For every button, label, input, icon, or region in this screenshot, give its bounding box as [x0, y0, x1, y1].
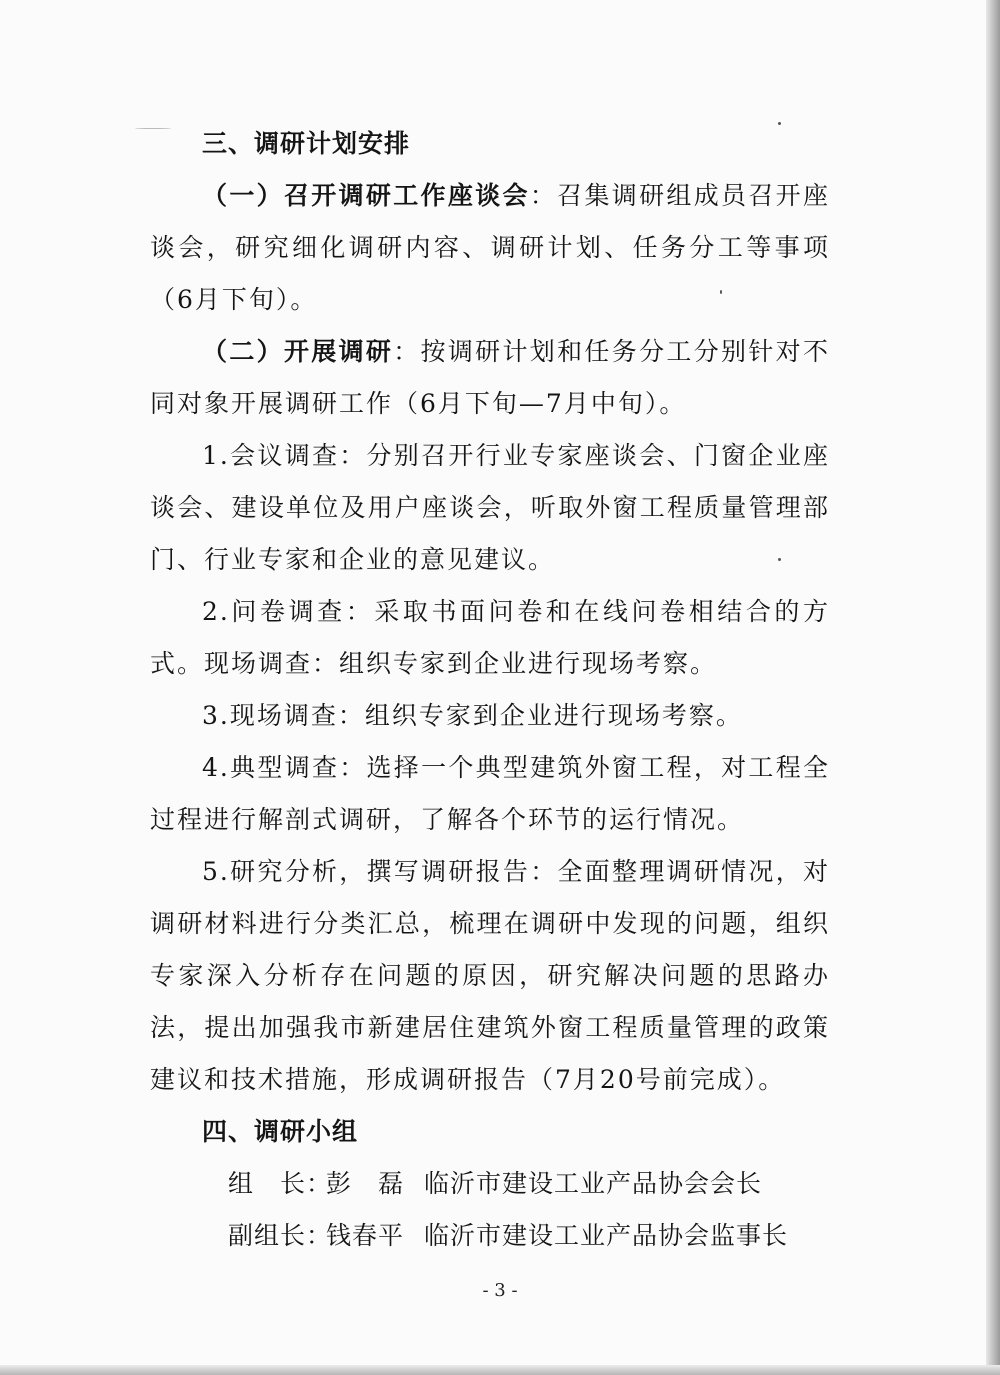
item-1-label: （一）召开调研工作座谈会: [202, 181, 530, 210]
paragraph-item-1: [150, 170, 830, 326]
member-name: 钱春平: [326, 1221, 405, 1250]
method-paragraph-5: 5.研究分析，撰写调研报告：全面整理调研情况，对调研材料进行分类汇总，梳理在调研中发现的问题，组织专家深入分析存在问题的原因，研究解决问题的思路办法，提出加强我市新建居住建筑外窗工程质量管理的政策建议和技术措施，形成调研报告（7月20号前完成）。: [150, 857, 830, 1094]
method-paragraph-3: 3.现场调查：组织专家到企业进行现场考察。: [202, 701, 743, 730]
member-name: 彭 磊: [326, 1169, 405, 1198]
member-role: 组 长：: [228, 1169, 333, 1198]
scan-edge-right: [986, 0, 1000, 1375]
member-role: 副组长：: [228, 1221, 333, 1250]
section-heading-4: 四、调研小组: [202, 1117, 359, 1146]
item-2-text: ：按调研计划和任务分工分别针对不同对象开展调研工作（6月下旬—7月中旬）。: [150, 337, 830, 418]
member-title: 临沂市建设工业产品协会监事长: [424, 1221, 789, 1250]
member-row-deputy: [150, 1210, 830, 1262]
method-paragraph-4: 4.典型调查：选择一个典型建筑外窗工程，对工程全过程进行解剖式调研，了解各个环节的运行情况。: [150, 753, 830, 834]
method-paragraph-2: 2.问卷调查：采取书面问卷和在线问卷相结合的方式。现场调查：组织专家到企业进行现场考察。: [150, 597, 830, 678]
member-row-leader: [150, 1158, 830, 1210]
method-paragraph-1: 1.会议调查：分别召开行业专家座谈会、门窗企业座谈会、建设单位及用户座谈会，听取外窗工程质量管理部门、行业专家和企业的意见建议。: [150, 441, 830, 574]
document-body: [150, 118, 830, 1262]
paragraph-item-2: [150, 326, 830, 430]
scan-edge-bottom: [0, 1365, 1000, 1375]
item-2-label: （二）开展调研: [202, 337, 394, 366]
member-title: 临沂市建设工业产品协会会长: [424, 1169, 763, 1198]
page-number: - 3 -: [482, 1280, 518, 1301]
section-heading-3: 三、调研计划安排: [202, 129, 411, 158]
item-1-text: ：召集调研组成员召开座谈会，研究细化调研内容、调研计划、任务分工等事项（6月下旬）。: [150, 181, 830, 314]
